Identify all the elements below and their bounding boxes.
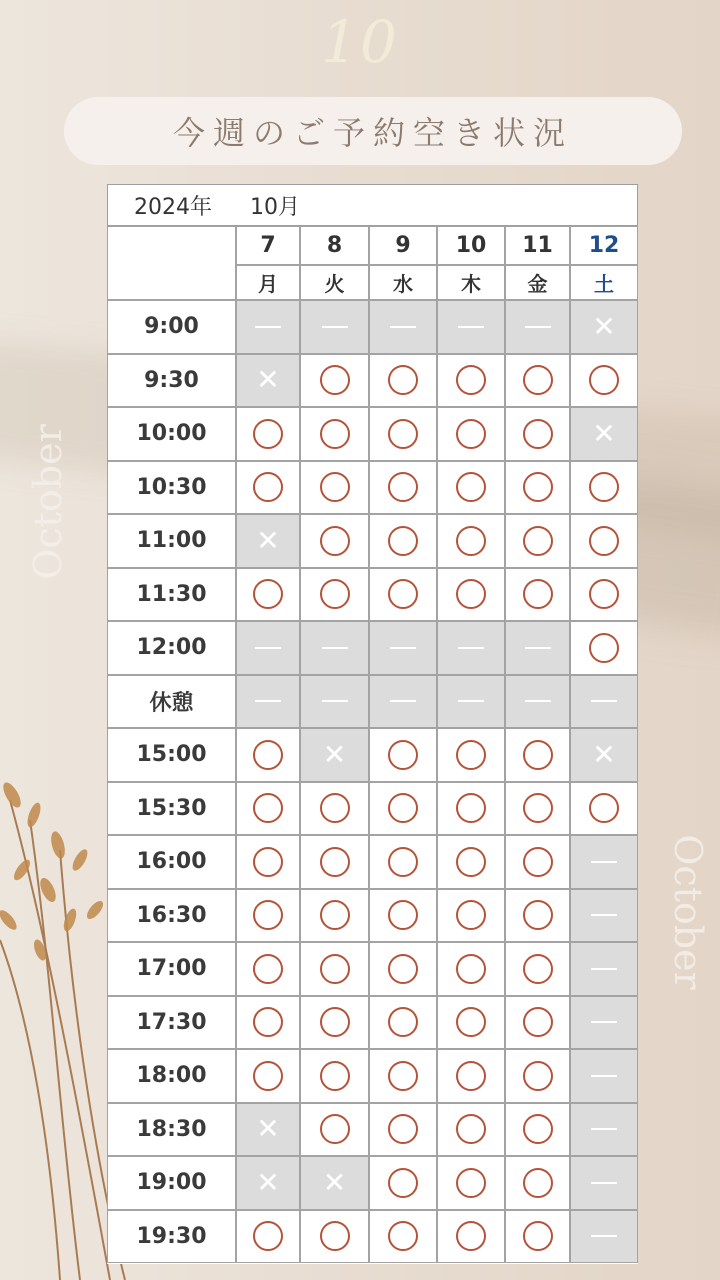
slot-cell[interactable] bbox=[505, 996, 570, 1050]
available-circle-icon bbox=[456, 1114, 486, 1144]
time-label-cell bbox=[107, 782, 236, 836]
slot-cell bbox=[570, 728, 638, 782]
side-word-left: October bbox=[25, 424, 70, 580]
slot-cell[interactable] bbox=[369, 514, 437, 568]
closed-dash-icon bbox=[255, 700, 281, 702]
slot-cell bbox=[570, 300, 638, 354]
slot-cell[interactable] bbox=[369, 1049, 437, 1103]
available-circle-icon bbox=[320, 793, 350, 823]
slot-cell bbox=[570, 675, 638, 729]
slot-cell[interactable] bbox=[369, 1210, 437, 1264]
slot-cell bbox=[300, 675, 369, 729]
available-circle-icon bbox=[589, 526, 619, 556]
header-weekday bbox=[570, 265, 638, 300]
available-circle-icon bbox=[320, 526, 350, 556]
available-circle-icon bbox=[388, 1168, 418, 1198]
slot-cell[interactable] bbox=[437, 514, 505, 568]
slot-cell[interactable] bbox=[437, 996, 505, 1050]
available-circle-icon bbox=[523, 472, 553, 502]
available-circle-icon bbox=[320, 472, 350, 502]
available-circle-icon bbox=[523, 900, 553, 930]
slot-cell[interactable] bbox=[300, 407, 369, 461]
slot-cell[interactable] bbox=[300, 835, 369, 889]
closed-dash-icon bbox=[525, 326, 551, 328]
closed-dash-icon bbox=[591, 700, 617, 702]
available-circle-icon bbox=[456, 740, 486, 770]
booked-cross-icon: ✕ bbox=[592, 309, 616, 343]
time-label-cell bbox=[107, 1103, 236, 1157]
available-circle-icon bbox=[253, 847, 283, 877]
available-circle-icon bbox=[388, 740, 418, 770]
slot-cell[interactable] bbox=[437, 782, 505, 836]
available-circle-icon bbox=[388, 954, 418, 984]
available-circle-icon bbox=[523, 793, 553, 823]
time-label: 18:30 bbox=[136, 1116, 207, 1142]
slot-cell bbox=[236, 354, 300, 408]
header-weekday bbox=[437, 265, 505, 300]
available-circle-icon bbox=[456, 1221, 486, 1251]
slot-cell bbox=[236, 514, 300, 568]
time-label-cell bbox=[107, 889, 236, 943]
header-date bbox=[369, 226, 437, 265]
available-circle-icon bbox=[456, 579, 486, 609]
slot-cell[interactable] bbox=[505, 407, 570, 461]
slot-cell bbox=[570, 1210, 638, 1264]
available-circle-icon bbox=[523, 1221, 553, 1251]
available-circle-icon bbox=[388, 526, 418, 556]
slot-cell[interactable] bbox=[437, 942, 505, 996]
closed-dash-icon bbox=[591, 1182, 617, 1184]
time-label: 15:30 bbox=[136, 795, 207, 821]
available-circle-icon bbox=[320, 954, 350, 984]
slot-cell[interactable] bbox=[570, 782, 638, 836]
time-label: 15:00 bbox=[136, 742, 207, 768]
slot-cell[interactable] bbox=[570, 621, 638, 675]
available-circle-icon bbox=[253, 472, 283, 502]
time-label: 11:30 bbox=[136, 581, 207, 607]
slot-cell[interactable] bbox=[505, 889, 570, 943]
booked-cross-icon: ✕ bbox=[256, 1165, 280, 1199]
time-label-cell bbox=[107, 568, 236, 622]
slot-cell[interactable] bbox=[236, 1210, 300, 1264]
slot-cell bbox=[300, 728, 369, 782]
slot-cell bbox=[437, 300, 505, 354]
slot-cell[interactable] bbox=[437, 1156, 505, 1210]
slot-cell[interactable] bbox=[369, 1156, 437, 1210]
available-circle-icon bbox=[253, 793, 283, 823]
closed-dash-icon bbox=[458, 700, 484, 702]
time-label-cell bbox=[107, 942, 236, 996]
time-label-cell bbox=[107, 407, 236, 461]
slot-cell[interactable] bbox=[570, 514, 638, 568]
available-circle-icon bbox=[456, 1061, 486, 1091]
slot-cell[interactable] bbox=[505, 1049, 570, 1103]
slot-cell[interactable] bbox=[236, 835, 300, 889]
year-label: 2024年 bbox=[134, 194, 212, 220]
slot-cell[interactable] bbox=[505, 514, 570, 568]
date-number: 11 bbox=[522, 233, 553, 258]
year-month-row bbox=[107, 184, 638, 226]
closed-dash-icon bbox=[591, 914, 617, 916]
available-circle-icon bbox=[523, 847, 553, 877]
date-number: 12 bbox=[588, 233, 620, 258]
slot-cell bbox=[570, 942, 638, 996]
date-number: 7 bbox=[260, 233, 276, 258]
available-circle-icon bbox=[388, 419, 418, 449]
time-label-cell bbox=[107, 461, 236, 515]
slot-cell[interactable] bbox=[300, 354, 369, 408]
slot-cell[interactable] bbox=[300, 996, 369, 1050]
available-circle-icon bbox=[456, 472, 486, 502]
slot-cell[interactable] bbox=[505, 942, 570, 996]
slot-cell[interactable] bbox=[236, 942, 300, 996]
available-circle-icon bbox=[523, 579, 553, 609]
available-circle-icon bbox=[456, 847, 486, 877]
slot-cell[interactable] bbox=[369, 461, 437, 515]
slot-cell[interactable] bbox=[369, 942, 437, 996]
month-number: 10 bbox=[321, 8, 399, 76]
time-label: 19:30 bbox=[136, 1223, 207, 1249]
slot-cell bbox=[300, 300, 369, 354]
available-circle-icon bbox=[589, 365, 619, 395]
weekday-label: 火 bbox=[324, 272, 345, 296]
header-date bbox=[300, 226, 369, 265]
available-circle-icon bbox=[523, 365, 553, 395]
time-label: 17:30 bbox=[136, 1009, 207, 1035]
header-corner bbox=[107, 226, 236, 300]
slot-cell[interactable] bbox=[437, 728, 505, 782]
available-circle-icon bbox=[456, 793, 486, 823]
closed-dash-icon bbox=[390, 326, 416, 328]
booked-cross-icon: ✕ bbox=[256, 523, 280, 557]
slot-cell[interactable] bbox=[236, 1049, 300, 1103]
slot-cell[interactable] bbox=[369, 996, 437, 1050]
slot-cell bbox=[300, 621, 369, 675]
slot-cell[interactable] bbox=[505, 728, 570, 782]
slot-cell[interactable] bbox=[505, 1103, 570, 1157]
slot-cell[interactable] bbox=[236, 728, 300, 782]
time-label: 17:00 bbox=[136, 956, 207, 982]
slot-cell[interactable] bbox=[570, 461, 638, 515]
slot-cell[interactable] bbox=[505, 461, 570, 515]
available-circle-icon bbox=[456, 1168, 486, 1198]
time-label-cell bbox=[107, 354, 236, 408]
closed-dash-icon bbox=[525, 700, 551, 702]
time-label-cell bbox=[107, 728, 236, 782]
closed-dash-icon bbox=[591, 1075, 617, 1077]
weekday-label: 水 bbox=[393, 272, 413, 296]
slot-cell bbox=[570, 1156, 638, 1210]
date-number: 8 bbox=[326, 233, 343, 258]
closed-dash-icon bbox=[458, 326, 484, 328]
available-circle-icon bbox=[456, 1007, 486, 1037]
available-circle-icon bbox=[253, 1007, 283, 1037]
slot-cell[interactable] bbox=[300, 942, 369, 996]
date-number: 9 bbox=[395, 233, 411, 258]
available-circle-icon bbox=[523, 1114, 553, 1144]
slot-cell bbox=[505, 675, 570, 729]
slot-cell[interactable] bbox=[369, 728, 437, 782]
slot-cell[interactable] bbox=[505, 835, 570, 889]
slot-cell bbox=[570, 407, 638, 461]
weekday-label: 月 bbox=[258, 272, 278, 296]
header-date bbox=[437, 226, 505, 265]
slot-cell[interactable] bbox=[300, 889, 369, 943]
time-label: 10:30 bbox=[136, 474, 207, 500]
slot-cell bbox=[570, 835, 638, 889]
available-circle-icon bbox=[320, 1114, 350, 1144]
closed-dash-icon bbox=[525, 647, 551, 649]
available-circle-icon bbox=[589, 472, 619, 502]
closed-dash-icon bbox=[591, 968, 617, 970]
available-circle-icon bbox=[589, 579, 619, 609]
available-circle-icon bbox=[523, 526, 553, 556]
available-circle-icon bbox=[253, 740, 283, 770]
available-circle-icon bbox=[388, 1061, 418, 1091]
available-circle-icon bbox=[388, 1007, 418, 1037]
available-circle-icon bbox=[523, 1061, 553, 1091]
available-circle-icon bbox=[456, 900, 486, 930]
time-label-cell bbox=[107, 996, 236, 1050]
time-label: 19:00 bbox=[136, 1170, 207, 1196]
available-circle-icon bbox=[253, 1061, 283, 1091]
available-circle-icon bbox=[523, 1168, 553, 1198]
closed-dash-icon bbox=[255, 647, 281, 649]
slot-cell[interactable] bbox=[437, 1049, 505, 1103]
available-circle-icon bbox=[388, 793, 418, 823]
slot-cell bbox=[505, 300, 570, 354]
slot-cell bbox=[570, 996, 638, 1050]
closed-dash-icon bbox=[322, 700, 348, 702]
header-weekday bbox=[300, 265, 369, 300]
slot-cell bbox=[369, 675, 437, 729]
slot-cell[interactable] bbox=[369, 568, 437, 622]
time-label: 9:00 bbox=[144, 314, 199, 340]
available-circle-icon bbox=[388, 847, 418, 877]
available-circle-icon bbox=[456, 954, 486, 984]
header-date bbox=[236, 226, 300, 265]
available-circle-icon bbox=[320, 847, 350, 877]
available-circle-icon bbox=[320, 579, 350, 609]
time-label-cell bbox=[107, 300, 236, 354]
slot-cell bbox=[570, 889, 638, 943]
closed-dash-icon bbox=[322, 326, 348, 328]
available-circle-icon bbox=[456, 419, 486, 449]
slot-cell[interactable] bbox=[505, 782, 570, 836]
month-label: 10月 bbox=[250, 194, 300, 220]
slot-cell[interactable] bbox=[300, 514, 369, 568]
slot-cell[interactable] bbox=[236, 407, 300, 461]
time-label: 16:00 bbox=[136, 849, 207, 875]
available-circle-icon bbox=[523, 740, 553, 770]
header-weekday bbox=[505, 265, 570, 300]
available-circle-icon bbox=[253, 954, 283, 984]
time-label: 16:30 bbox=[136, 902, 207, 928]
available-circle-icon bbox=[388, 1221, 418, 1251]
slot-cell[interactable] bbox=[300, 1103, 369, 1157]
header-weekday bbox=[236, 265, 300, 300]
available-circle-icon bbox=[253, 579, 283, 609]
availability-table bbox=[107, 184, 638, 1264]
available-circle-icon bbox=[388, 472, 418, 502]
booked-cross-icon: ✕ bbox=[322, 737, 347, 771]
time-label-cell bbox=[107, 675, 236, 729]
booked-cross-icon: ✕ bbox=[322, 1165, 347, 1199]
date-number: 10 bbox=[455, 233, 487, 258]
header-date bbox=[505, 226, 570, 265]
slot-cell bbox=[570, 1049, 638, 1103]
slot-cell bbox=[570, 1103, 638, 1157]
slot-cell[interactable] bbox=[437, 568, 505, 622]
closed-dash-icon bbox=[390, 700, 416, 702]
slot-cell bbox=[236, 675, 300, 729]
slot-cell[interactable] bbox=[369, 782, 437, 836]
available-circle-icon bbox=[456, 526, 486, 556]
slot-cell[interactable] bbox=[300, 461, 369, 515]
booked-cross-icon: ✕ bbox=[256, 1112, 280, 1146]
slot-cell[interactable] bbox=[236, 889, 300, 943]
slot-cell bbox=[369, 621, 437, 675]
slot-cell[interactable] bbox=[369, 407, 437, 461]
available-circle-icon bbox=[253, 900, 283, 930]
time-label: 18:00 bbox=[136, 1063, 207, 1089]
closed-dash-icon bbox=[458, 647, 484, 649]
slot-cell bbox=[236, 1103, 300, 1157]
slot-cell[interactable] bbox=[505, 354, 570, 408]
slot-cell[interactable] bbox=[300, 1049, 369, 1103]
page-title: 今週のご予約空き状況 bbox=[172, 114, 573, 152]
slot-cell bbox=[236, 621, 300, 675]
booked-cross-icon: ✕ bbox=[256, 363, 280, 397]
available-circle-icon bbox=[320, 1221, 350, 1251]
available-circle-icon bbox=[523, 954, 553, 984]
booked-cross-icon: ✕ bbox=[592, 416, 616, 450]
slot-cell[interactable] bbox=[505, 568, 570, 622]
booked-cross-icon: ✕ bbox=[592, 737, 616, 771]
slot-cell bbox=[236, 1156, 300, 1210]
closed-dash-icon bbox=[322, 647, 348, 649]
closed-dash-icon bbox=[591, 1128, 617, 1130]
slot-cell[interactable] bbox=[437, 407, 505, 461]
slot-cell[interactable] bbox=[437, 835, 505, 889]
slot-cell[interactable] bbox=[369, 889, 437, 943]
slot-cell[interactable] bbox=[369, 354, 437, 408]
time-label-cell bbox=[107, 621, 236, 675]
slot-cell[interactable] bbox=[437, 354, 505, 408]
available-circle-icon bbox=[589, 633, 619, 663]
weekday-label: 木 bbox=[461, 272, 481, 296]
time-label-cell bbox=[107, 1210, 236, 1264]
side-word-right: October bbox=[665, 834, 710, 990]
slot-cell[interactable] bbox=[570, 354, 638, 408]
available-circle-icon bbox=[388, 365, 418, 395]
closed-dash-icon bbox=[591, 1235, 617, 1237]
time-label-cell bbox=[107, 1156, 236, 1210]
closed-dash-icon bbox=[390, 647, 416, 649]
time-label: 12:00 bbox=[136, 635, 207, 661]
closed-dash-icon bbox=[591, 861, 617, 863]
slot-cell[interactable] bbox=[369, 1103, 437, 1157]
slot-cell bbox=[369, 300, 437, 354]
available-circle-icon bbox=[388, 1114, 418, 1144]
slot-cell[interactable] bbox=[236, 782, 300, 836]
weekday-label: 土 bbox=[594, 272, 614, 296]
available-circle-icon bbox=[388, 900, 418, 930]
available-circle-icon bbox=[388, 579, 418, 609]
time-label-cell bbox=[107, 514, 236, 568]
slot-cell[interactable] bbox=[369, 835, 437, 889]
available-circle-icon bbox=[320, 419, 350, 449]
slot-cell[interactable] bbox=[236, 996, 300, 1050]
time-label: 9:30 bbox=[144, 367, 199, 393]
weekday-label: 金 bbox=[527, 272, 548, 296]
slot-cell bbox=[505, 621, 570, 675]
slot-cell[interactable] bbox=[236, 568, 300, 622]
slot-cell[interactable] bbox=[300, 782, 369, 836]
slot-cell bbox=[437, 675, 505, 729]
time-label-cell bbox=[107, 835, 236, 889]
slot-cell bbox=[300, 1156, 369, 1210]
available-circle-icon bbox=[253, 419, 283, 449]
slot-cell[interactable] bbox=[300, 1210, 369, 1264]
slot-cell bbox=[437, 621, 505, 675]
available-circle-icon bbox=[253, 1221, 283, 1251]
available-circle-icon bbox=[523, 419, 553, 449]
slot-cell[interactable] bbox=[437, 889, 505, 943]
available-circle-icon bbox=[320, 900, 350, 930]
slot-cell[interactable] bbox=[437, 461, 505, 515]
closed-dash-icon bbox=[591, 1021, 617, 1023]
available-circle-icon bbox=[320, 1007, 350, 1037]
time-label: 11:00 bbox=[136, 528, 207, 554]
available-circle-icon bbox=[320, 1061, 350, 1091]
time-label: 休憩 bbox=[149, 690, 194, 716]
slot-cell[interactable] bbox=[300, 568, 369, 622]
closed-dash-icon bbox=[255, 326, 281, 328]
header-weekday bbox=[369, 265, 437, 300]
time-label: 10:00 bbox=[136, 421, 207, 447]
slot-cell[interactable] bbox=[437, 1210, 505, 1264]
available-circle-icon bbox=[523, 1007, 553, 1037]
title-banner bbox=[64, 97, 682, 165]
available-circle-icon bbox=[456, 365, 486, 395]
available-circle-icon bbox=[320, 365, 350, 395]
time-label-cell bbox=[107, 1049, 236, 1103]
slot-cell[interactable] bbox=[437, 1103, 505, 1157]
slot-cell[interactable] bbox=[236, 461, 300, 515]
available-circle-icon bbox=[589, 793, 619, 823]
slot-cell[interactable] bbox=[505, 1156, 570, 1210]
slot-cell bbox=[236, 300, 300, 354]
slot-cell[interactable] bbox=[505, 1210, 570, 1264]
slot-cell[interactable] bbox=[570, 568, 638, 622]
header-date bbox=[570, 226, 638, 265]
